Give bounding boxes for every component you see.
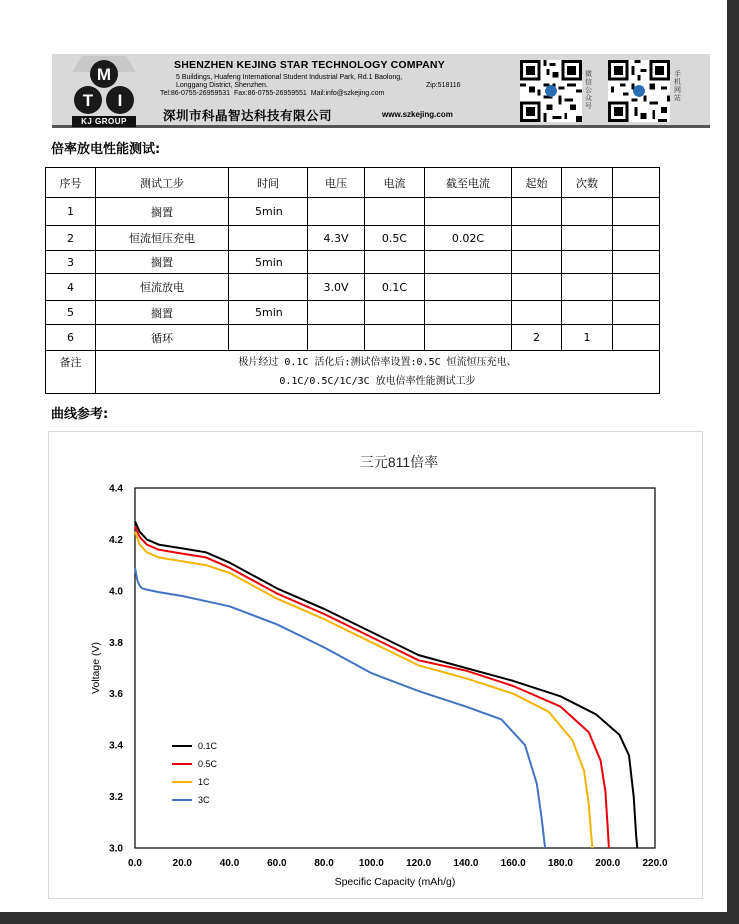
table-row [46,325,660,351]
mobile-site-qr-code-icon [608,60,670,122]
company-address-line2: Longgang District, Shenzhen. [176,82,268,89]
letterhead [52,54,710,130]
table-cell [512,226,562,251]
table-note-row [46,351,660,394]
x-tick-label: 220.0 [642,858,668,869]
series-lines [135,521,637,848]
table-cell: 5 [46,301,96,325]
x-tick-label: 40.0 [219,858,240,869]
table-cell: 6 [46,325,96,351]
series-line-3c [135,568,545,848]
curve-reference-title: 曲线参考: [51,407,109,422]
table-cell: 循环 [96,325,229,351]
table-cell: 恒流放电 [96,274,229,301]
x-axis-label: Specific Capacity (mAh/g) [334,876,456,888]
table-cell: 搁置 [96,198,229,226]
table-cell: 2 [46,226,96,251]
rate-test-title: 倍率放电性能测试: [51,142,161,157]
table-cell [308,251,365,274]
table-cell: 0.1C [365,274,425,301]
table-header-cell: 测试工步 [96,168,229,198]
table-cell [613,301,660,325]
x-tick-label: 180.0 [547,858,573,869]
table-cell [308,325,365,351]
table-cell [562,274,613,301]
table-cell [562,226,613,251]
table-cell [613,198,660,226]
letterhead-rule [52,125,710,128]
company-zip: Zip:518116 [426,82,461,89]
legend-label: 0.1C [198,741,218,751]
y-tick-label: 3.2 [109,792,123,804]
x-tick-label: 100.0 [358,858,384,869]
table-cell [425,251,512,274]
company-contact: Tel:86-0755-26959531 Fax:86-0755-26959551 Mail:info@szkejing.com [160,90,385,97]
table-cell: 3 [46,251,96,274]
table-cell [229,274,308,301]
table-cell: 搁置 [96,251,229,274]
legend-label: 0.5C [198,759,218,769]
note-label: 备注 [46,351,96,394]
series-line-01c [135,521,637,848]
window-frame-right [727,0,739,924]
table-cell [562,301,613,325]
x-tick-label: 60.0 [267,858,287,869]
window-frame-bottom [0,912,739,924]
table-cell: 2 [512,325,562,351]
table-header-cell: 序号 [46,168,96,198]
note-line-2: 0.1C/0.5C/1C/3C 放电倍率性能测试工步 [279,376,476,387]
table-cell [308,301,365,325]
table-row [46,251,660,274]
y-tick-label: 4.4 [109,483,123,495]
plot-area [135,488,655,848]
table-cell: 5min [229,301,308,325]
x-tick-label: 80.0 [314,858,334,869]
table-header-cell: 起始 [512,168,562,198]
chart-legend [172,741,218,805]
table-cell [229,226,308,251]
table-cell: 搁置 [96,301,229,325]
table-cell: 1 [46,198,96,226]
table-cell [425,325,512,351]
table-cell [613,325,660,351]
note-text [96,351,660,394]
logo-letter-m: M [96,65,112,84]
table-header-row [46,168,660,198]
note-line-1: 极片经过 0.1C 活化后:测试倍率设置:0.5C 恒流恒压充电、 [238,357,517,368]
table-header-cell: 次数 [562,168,613,198]
table-cell [365,301,425,325]
chart-title: 三元811倍率 [359,454,439,470]
table-row [46,226,660,251]
logo-letter-i: I [117,91,123,110]
mobile-site-qr-label: 手机网站 [674,70,681,102]
table-header-cell: 截至电流 [425,168,512,198]
legend-label: 1C [198,777,210,787]
table-cell: 恒流恒压充电 [96,226,229,251]
y-tick-label: 3.8 [109,637,123,649]
table-cell [425,198,512,226]
table-cell [613,251,660,274]
x-tick-label: 0.0 [128,858,142,869]
table-cell [425,274,512,301]
table-cell: 3.0V [308,274,365,301]
company-address-line1: 5 Buildings, Huafeng International Student Industrial Park, Rd.1 Baolong, [176,74,403,81]
table-cell [512,251,562,274]
table-cell [613,274,660,301]
table-cell: 5min [229,198,308,226]
y-axis-label: Voltage (V) [90,642,102,694]
table-header-cell: 时间 [229,168,308,198]
table-cell: 1 [562,325,613,351]
y-tick-label: 3.6 [109,689,123,701]
table-cell [562,198,613,226]
table-cell [562,251,613,274]
table-cell [365,198,425,226]
legend-label: 3C [198,795,210,805]
x-tick-label: 200.0 [595,858,621,869]
company-logo [72,56,136,122]
table-header-cell: 电压 [308,168,365,198]
table-row [46,198,660,226]
table-cell [425,301,512,325]
chart-svg [49,432,702,898]
table-cell [365,251,425,274]
table-cell [613,226,660,251]
y-tick-label: 4.0 [109,586,123,598]
table-cell: 4 [46,274,96,301]
table-cell [365,325,425,351]
table-cell: 4.3V [308,226,365,251]
x-tick-label: 140.0 [453,858,479,869]
table-row [46,274,660,301]
table-cell [229,325,308,351]
x-tick-label: 20.0 [172,858,193,869]
wechat-qr-code-icon [520,60,582,122]
table-header-cell: 电流 [365,168,425,198]
table-cell: 5min [229,251,308,274]
x-tick-label: 160.0 [500,858,526,869]
wechat-qr-label: 微信公众号 [585,70,592,110]
table-cell: 0.02C [425,226,512,251]
table-header-cell [613,168,660,198]
rate-discharge-chart [48,431,703,899]
logo-letter-t: T [82,91,94,110]
table-row [46,301,660,325]
y-tick-label: 4.2 [109,534,123,546]
table-cell [512,198,562,226]
company-name-en: SHENZHEN KEJING STAR TECHNOLOGY COMPANY [174,59,445,71]
y-tick-label: 3.0 [109,843,123,855]
test-procedure-table [45,167,660,394]
logo-subtitle: KJ GROUP [72,116,136,127]
table-cell: 0.5C [365,226,425,251]
table-cell [512,301,562,325]
x-axis-ticks [128,858,668,869]
table-cell [512,274,562,301]
y-tick-label: 3.4 [109,740,123,752]
table-cell [308,198,365,226]
x-tick-label: 120.0 [406,858,432,869]
y-axis-ticks [109,484,123,855]
company-website: www.szkejing.com [382,110,453,119]
company-name-cn: 深圳市科晶智达科技有限公司 [163,108,333,123]
